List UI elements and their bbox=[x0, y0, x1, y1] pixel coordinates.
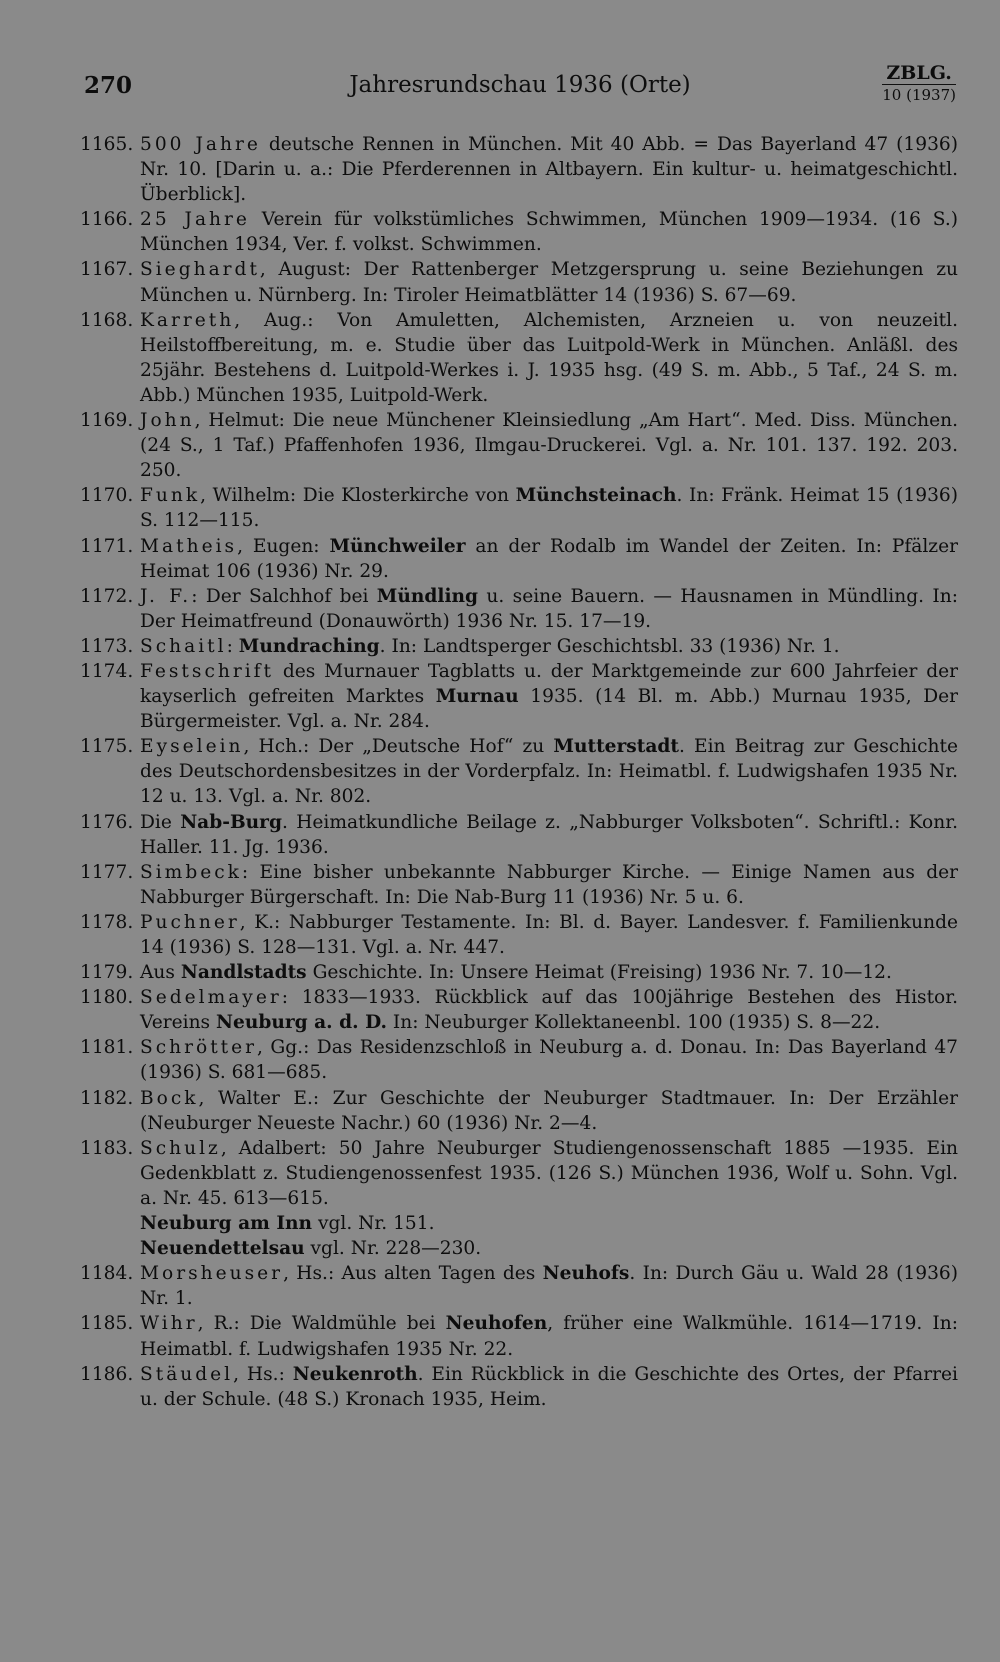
entry-number: 1186. bbox=[80, 1363, 134, 1385]
bibliography-entry bbox=[80, 1086, 958, 1136]
entry-body: , Adalbert: 50 Jahre Neuburger Studiengenossenschaft 1885 —1935. Ein Gedenkblatt z. Studiengenossenfest 1935. (126 S.) München 1936, Wolf u. Sohn. Vgl. a. Nr. 45. 613—615. bbox=[140, 1137, 958, 1209]
cross-reference bbox=[80, 1236, 958, 1261]
entry-number: 1178. bbox=[80, 911, 134, 933]
entry-text bbox=[140, 1261, 958, 1311]
journal-volume: 10 (1937) bbox=[882, 86, 956, 104]
entry-author: Bock bbox=[140, 1087, 199, 1109]
entry-number: 1166. bbox=[80, 209, 134, 231]
bibliography-entry bbox=[80, 207, 958, 257]
entry-author: Sedelmayer bbox=[140, 987, 282, 1009]
entry-body-cont: . In: Durch Gäu u. Wald 28 (1936) Nr. 1. bbox=[140, 1263, 958, 1310]
entry-body: , Hch.: Der „Deutsche Hof“ zu bbox=[243, 736, 554, 758]
bibliography-entry bbox=[80, 910, 958, 960]
page-number: 270 bbox=[84, 72, 133, 99]
entry-text bbox=[140, 308, 958, 408]
entry-text bbox=[140, 584, 958, 634]
entry-body: , Aug.: Von Amuletten, Alchemisten, Arzneien u. von neuzeitl. Heilstoffbereitung, m. e. Studie über das Luitpold-Werk in München. Anläßl. des 25jähr. Bestehens d. Luitpold-Werkes i. J. 1935 hsg. (49 S. m. Abb., 5 Taf., 24 S. m. Abb.) München 1935, Luitpold-Werk. bbox=[140, 309, 958, 406]
entry-number: 1177. bbox=[80, 861, 134, 883]
entry-body-cont: . Heimatkundliche Beilage z. „Nabburger Volksboten“. Schriftl.: Konr. Haller. 11. Jg. 1936. bbox=[140, 811, 958, 858]
entry-place: Neuburg am Inn bbox=[140, 1213, 313, 1235]
entry-body: , Gg.: Das Residenzschloß in Neuburg a. d. Donau. In: Das Bayerland 47 (1936) S. 681—685. bbox=[140, 1037, 958, 1084]
entry-text bbox=[140, 1362, 958, 1412]
bibliography-entry bbox=[80, 1261, 958, 1311]
entry-body-cont: , früher eine Walkmühle. 1614—1719. In: Heimatbl. f. Ludwigshafen 1935 Nr. 22. bbox=[140, 1313, 958, 1360]
entry-body-cont: . Ein Rückblick in die Geschichte des Ortes, der Pfarrei u. der Schule. (48 S.) Kronach 1935, Heim. bbox=[140, 1363, 958, 1410]
entry-place: Murnau bbox=[435, 686, 519, 708]
entry-body: : 1833—1933. Rückblick auf das 100jährige Bestehen des Histor. Vereins bbox=[140, 987, 958, 1034]
entry-text bbox=[140, 810, 958, 860]
entry-author: 500 Jahre bbox=[140, 134, 261, 155]
entry-number: 1170. bbox=[80, 485, 134, 507]
entry-body: , Hs.: Aus alten Tagen des bbox=[283, 1263, 543, 1285]
bibliography-entry bbox=[80, 1311, 958, 1361]
entry-place: Neuburg a. d. D. bbox=[216, 1012, 388, 1034]
entry-body: , Walter E.: Zur Geschichte der Neuburger Stadtmauer. In: Der Erzähler (Neuburger Neueste Nachr.) 60 (1936) Nr. 2—4. bbox=[140, 1087, 958, 1134]
bibliography-entry bbox=[80, 308, 958, 408]
bibliography-entry bbox=[80, 634, 958, 659]
entry-place: Münchweiler bbox=[329, 535, 466, 557]
entry-place: Neukenroth bbox=[292, 1363, 418, 1385]
entry-body-cont: . In: Fränk. Heimat 15 (1936) S. 112—115. bbox=[140, 485, 958, 532]
entry-text bbox=[140, 1136, 958, 1211]
entry-number: 1176. bbox=[80, 811, 134, 833]
entry-place: Mündling bbox=[376, 585, 479, 607]
bibliography-entry bbox=[80, 659, 958, 734]
bibliography-entry bbox=[80, 1035, 958, 1085]
entry-text bbox=[140, 985, 958, 1035]
entry-author: 25 Jahre bbox=[140, 209, 250, 231]
entry-text bbox=[140, 132, 958, 207]
entry-text bbox=[140, 1035, 958, 1085]
entry-author: Schulz bbox=[140, 1137, 221, 1159]
entry-body: : Der Salchhof bei bbox=[191, 585, 377, 607]
entry-number: 1174. bbox=[80, 660, 134, 682]
entry-body: , Hs.: bbox=[233, 1363, 293, 1385]
entry-number: 1185. bbox=[80, 1313, 134, 1335]
entry-body: des Murnauer Tagblatts u. der Marktgemeinde zur 600 Jahrfeier der kayserlich gefreiten Marktes bbox=[140, 660, 958, 708]
entry-place: Mundraching bbox=[238, 635, 380, 657]
entry-author: John bbox=[140, 410, 195, 432]
entry-author: Schrötter bbox=[140, 1037, 258, 1059]
entry-body-cont: an der Rodalb im Wandel der Zeiten. In: Pfälzer Heimat 106 (1936) Nr. 29. bbox=[140, 535, 958, 582]
entry-author: Schaitl bbox=[140, 635, 227, 657]
entry-author: Festschrift bbox=[140, 660, 275, 682]
bibliography-entry bbox=[80, 860, 958, 910]
entry-place: Münchsteinach bbox=[515, 485, 677, 507]
entry-text bbox=[140, 860, 958, 910]
bibliography-entry bbox=[80, 534, 958, 584]
entry-body-cont: vgl. Nr. 228—230. bbox=[304, 1238, 482, 1260]
entry-body: : bbox=[226, 635, 239, 657]
journal-abbreviation: ZBLG. bbox=[882, 62, 956, 85]
entry-author: Stäudel bbox=[140, 1363, 234, 1385]
entry-text bbox=[140, 207, 958, 257]
entry-body: Aus bbox=[140, 962, 181, 984]
entry-place: Mutterstadt bbox=[553, 736, 679, 758]
entry-number: 1175. bbox=[80, 736, 134, 758]
entry-author: Funk bbox=[140, 485, 201, 507]
bibliography-entry bbox=[80, 257, 958, 307]
entry-text bbox=[140, 257, 958, 307]
bibliography-entry bbox=[80, 960, 958, 985]
entry-author: Sieghardt bbox=[140, 259, 260, 281]
entry-text bbox=[140, 534, 958, 584]
entry-number: 1181. bbox=[80, 1037, 134, 1059]
entry-body: , August: Der Rattenberger Metzgersprung u. seine Beziehungen zu München u. Nürnberg. In: Tiroler Heimatblätter 14 (1936) S. 67—69. bbox=[140, 259, 958, 306]
entry-text bbox=[140, 1211, 958, 1236]
entry-number: 1167. bbox=[80, 259, 134, 281]
entry-body: Die bbox=[140, 811, 181, 833]
entry-text bbox=[140, 910, 958, 960]
bibliography-entry bbox=[80, 1136, 958, 1211]
entry-place: Nandlstadts bbox=[180, 962, 307, 984]
bibliography-entry bbox=[80, 132, 958, 207]
entry-number: 1168. bbox=[80, 309, 134, 331]
entry-place: Neuhofen bbox=[445, 1313, 548, 1335]
entry-body: deutsche Rennen in München. Mit 40 Abb. = Das Bayerland 47 (1936) Nr. 10. [Darin u. a.: Die Pferderennen in Altbayern. Ein kultur- u. heimatgeschichtl. Überblick]. bbox=[140, 134, 958, 206]
entry-text bbox=[140, 1086, 958, 1136]
entry-body-cont: . Ein Beitrag zur Geschichte des Deutschordensbesitzes in der Vorderpfalz. In: Heimatbl. f. Ludwigshafen 1935 Nr. 12 u. 13. Vgl. a. Nr. 802. bbox=[140, 736, 958, 808]
entry-place: Nab-Burg bbox=[180, 811, 282, 833]
entry-author: Morsheuser bbox=[140, 1263, 284, 1285]
entry-body-cont: vgl. Nr. 151. bbox=[312, 1213, 435, 1235]
page-header bbox=[84, 62, 956, 112]
bibliography-entry bbox=[80, 810, 958, 860]
bibliography-list bbox=[80, 132, 958, 1412]
bibliography-entry bbox=[80, 1362, 958, 1412]
entry-body-cont: In: Neuburger Kollektaneenbl. 100 (1935) S. 8—22. bbox=[387, 1012, 881, 1034]
entry-number: 1172. bbox=[80, 585, 134, 607]
entry-number: 1171. bbox=[80, 535, 134, 557]
entry-body: , Helmut: Die neue Münchener Kleinsiedlung „Am Hart“. Med. Diss. München. (24 S., 1 Taf.) Pfaffenhofen 1936, Ilmgau-Druckerei. Vgl. a. Nr. 101. 137. 192. 203. 250. bbox=[140, 410, 958, 482]
bibliography-entry bbox=[80, 408, 958, 483]
entry-body: , Eugen: bbox=[237, 535, 330, 557]
entry-text bbox=[140, 734, 958, 809]
entry-author: Matheis bbox=[140, 535, 238, 557]
running-title: Jahresrundschau 1936 (Orte) bbox=[349, 72, 691, 98]
entry-number: 1169. bbox=[80, 410, 134, 432]
entry-text bbox=[140, 483, 958, 533]
entry-author: Puchner bbox=[140, 911, 240, 933]
entry-number: 1179. bbox=[80, 962, 134, 984]
entry-number: 1182. bbox=[80, 1087, 134, 1109]
bibliography-entry bbox=[80, 483, 958, 533]
entry-author: J. F. bbox=[140, 585, 192, 607]
cross-reference bbox=[80, 1211, 958, 1236]
entry-body-cont: . In: Landtsperger Geschichtsbl. 33 (1936) Nr. 1. bbox=[379, 635, 840, 657]
bibliography-entry bbox=[80, 734, 958, 809]
entry-text bbox=[140, 1311, 958, 1361]
entry-body: , R.: Die Waldmühle bei bbox=[197, 1313, 446, 1335]
entry-place: Neuendettelsau bbox=[140, 1238, 305, 1260]
entry-number: 1173. bbox=[80, 635, 134, 657]
entry-number: 1183. bbox=[80, 1137, 134, 1159]
entry-body: : Eine bisher unbekannte Nabburger Kirche. — Einige Namen aus der Nabburger Bürgerschaft. In: Die Nab-Burg 11 (1936) Nr. 5 u. 6. bbox=[140, 861, 958, 908]
entry-number: 1165. bbox=[80, 134, 134, 155]
entry-place: Neuhofs bbox=[542, 1263, 630, 1285]
bibliography-entry bbox=[80, 985, 958, 1035]
entry-body-cont: Geschichte. In: Unsere Heimat (Freising) 1936 Nr. 7. 10—12. bbox=[306, 962, 892, 984]
entry-body: Verein für volkstümliches Schwimmen, München 1909—1934. (16 S.) München 1934, Ver. f. volkst. Schwimmen. bbox=[140, 209, 958, 256]
entry-author: Eyselein bbox=[140, 736, 244, 758]
entry-text bbox=[140, 960, 958, 985]
entry-author: Wihr bbox=[140, 1313, 198, 1335]
bibliography-entry bbox=[80, 584, 958, 634]
journal-reference bbox=[882, 62, 956, 105]
entry-author: Karreth bbox=[140, 309, 235, 331]
entry-body: , Wilhelm: Die Klosterkirche von bbox=[200, 485, 516, 507]
entry-author: Simbeck bbox=[140, 861, 242, 883]
entry-text bbox=[140, 659, 958, 734]
entry-number: 1180. bbox=[80, 987, 134, 1009]
entry-text bbox=[140, 634, 958, 659]
entry-body-cont: 1935. (14 Bl. m. Abb.) Murnau 1935, Der Bürgermeister. Vgl. a. Nr. 284. bbox=[140, 686, 958, 733]
entry-text bbox=[140, 1236, 958, 1261]
entry-number: 1184. bbox=[80, 1263, 134, 1285]
entry-body: , K.: Nabburger Testamente. In: Bl. d. Bayer. Landesver. f. Familienkunde 14 (1936) S. 128—131. Vgl. a. Nr. 447. bbox=[140, 911, 958, 958]
entry-body-cont: u. seine Bauern. — Hausnamen in Mündling. In: Der Heimatfreund (Donauwörth) 1936 Nr. 15. 17—19. bbox=[140, 585, 958, 632]
entry-text bbox=[140, 408, 958, 483]
